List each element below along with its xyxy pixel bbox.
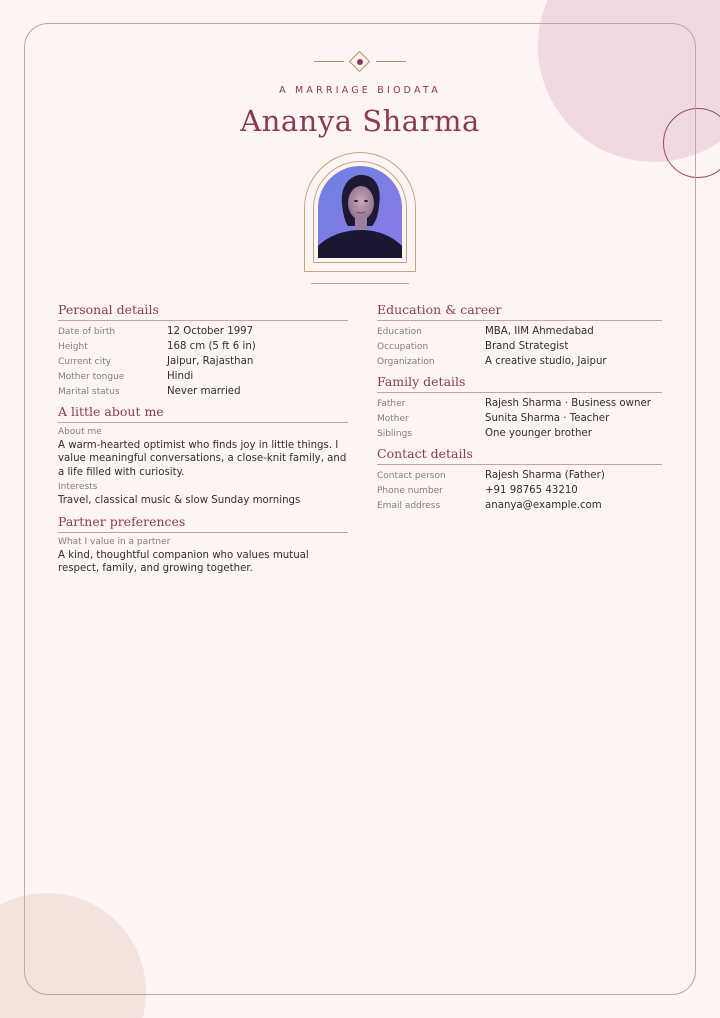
photo-underline	[311, 283, 409, 284]
detail-label: Date of birth	[58, 326, 116, 337]
detail-label: Organization	[377, 356, 435, 367]
phone-number-value: +91 98765 43210	[485, 485, 578, 496]
detail-label: Education	[377, 326, 422, 337]
about-section	[58, 404, 348, 508]
detail-row	[377, 324, 662, 339]
header-ornament	[314, 51, 406, 73]
section-title-education: Education & career	[377, 302, 662, 321]
detail-value: Sunita Sharma · Teacher	[485, 413, 610, 424]
detail-value: Hindi	[167, 371, 194, 382]
left-column	[58, 302, 348, 576]
detail-value: MBA, IIM Ahmedabad	[485, 326, 594, 337]
detail-row	[58, 324, 348, 339]
ornament-line-left	[314, 61, 344, 62]
document-eyebrow: A MARRIAGE BIODATA	[279, 85, 441, 96]
ornament-dot-icon	[357, 59, 363, 65]
detail-value: A creative studio, Jaipur	[485, 356, 607, 367]
detail-label: Height	[58, 341, 88, 352]
section-title-contact: Contact details	[377, 446, 662, 465]
profile-name: Ananya Sharma	[240, 104, 480, 138]
detail-value: One younger brother	[485, 428, 592, 439]
detail-row	[377, 483, 662, 498]
detail-row	[377, 468, 662, 483]
detail-value: 12 October 1997	[167, 326, 254, 337]
detail-value: Never married	[167, 386, 241, 397]
detail-row	[377, 411, 662, 426]
detail-label: Phone number	[377, 485, 443, 496]
contact-section	[377, 446, 662, 513]
interests-text: Travel, classical music & slow Sunday mornings	[58, 495, 301, 507]
detail-label: Mother tongue	[58, 371, 125, 382]
detail-row	[377, 498, 662, 513]
detail-value: Jaipur, Rajasthan	[167, 356, 254, 367]
profile-photo	[318, 166, 402, 258]
partner-section	[58, 514, 348, 576]
detail-row	[377, 426, 662, 441]
detail-row	[377, 354, 662, 369]
portrait-illustration	[318, 166, 402, 258]
detail-row	[377, 339, 662, 354]
section-title-about: A little about me	[58, 404, 348, 423]
detail-value: Rajesh Sharma · Business owner	[485, 398, 651, 409]
partner-label: What I value in a partner	[58, 536, 171, 547]
ornament-line-right	[376, 61, 406, 62]
detail-label: Marital status	[58, 386, 120, 397]
detail-row	[58, 354, 348, 369]
detail-label: Siblings	[377, 428, 413, 439]
detail-label: Email address	[377, 500, 441, 511]
detail-row	[377, 396, 662, 411]
detail-label: Current city	[58, 356, 111, 367]
education-section	[377, 302, 662, 369]
partner-text: A kind, thoughtful companion who values mutual respect, family, and growing together.	[58, 549, 309, 575]
right-column	[377, 302, 662, 513]
section-title-family: Family details	[377, 374, 662, 393]
about-text: A warm-hearted optimist who finds joy in little things. I value meaningful conversations, a close-knit family, and a life filled with curiosity.	[58, 440, 347, 478]
detail-label: Mother	[377, 413, 409, 424]
detail-value: 168 cm (5 ft 6 in)	[167, 341, 256, 352]
section-title-partner: Partner preferences	[58, 514, 348, 533]
detail-label: Father	[377, 398, 406, 409]
detail-row	[58, 384, 348, 399]
personal-details-section	[58, 302, 348, 399]
interests-label: Interests	[58, 482, 98, 493]
detail-value: Brand Strategist	[485, 341, 569, 352]
detail-row	[58, 369, 348, 384]
detail-label: Contact person	[377, 470, 446, 481]
about-label: About me	[58, 427, 102, 437]
family-section	[377, 374, 662, 441]
section-title-personal: Personal details	[58, 302, 348, 321]
detail-label: Occupation	[377, 341, 429, 352]
contact-person-value: Rajesh Sharma (Father)	[485, 470, 605, 481]
detail-row	[58, 339, 348, 354]
email-address-value: ananya@example.com	[485, 500, 602, 511]
